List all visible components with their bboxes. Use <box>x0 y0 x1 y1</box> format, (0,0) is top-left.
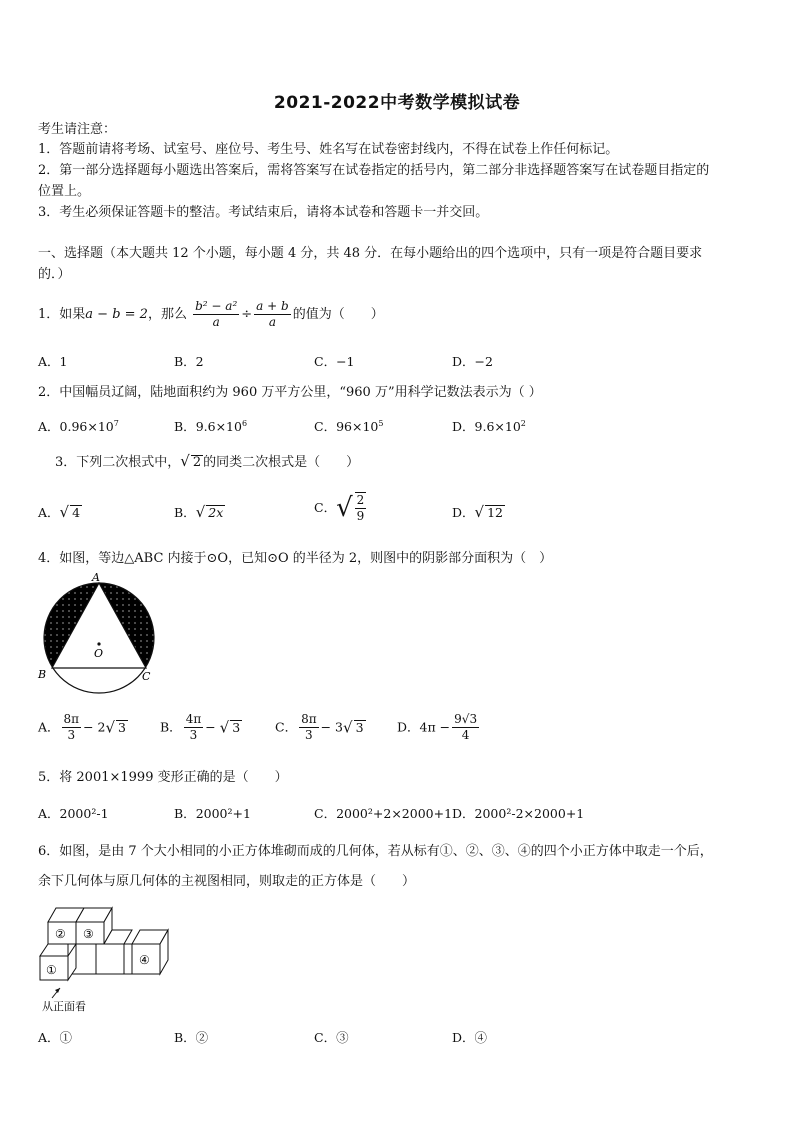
section-heading-cont: 的．） <box>38 267 71 282</box>
q4-d-numerator: 9√3 <box>454 712 478 726</box>
q3-b-radicand: 2x <box>208 505 224 520</box>
q1-option-d: D．−2 <box>452 354 493 369</box>
q3-option-d <box>452 502 505 523</box>
q4-d-fraction <box>452 712 479 743</box>
question-6-cont: 余下几何体与原几何体的主视图相同，则取走的正方体是（ ） <box>38 874 416 889</box>
radical-sign-icon: √ <box>219 718 230 737</box>
center-point <box>97 642 100 645</box>
notice-item-1: 1．答题前请将考场、试室号、座位号、考生号、姓名写在试卷密封线内，不得在试卷上作任何标记。 <box>38 142 619 157</box>
q4-d-denominator: 4 <box>461 728 470 742</box>
radical-sign-icon: √ <box>336 493 353 523</box>
radical-sign-icon: √ <box>195 503 206 521</box>
cube-1-label: ① <box>46 963 57 977</box>
q4-d-lead: 4π − <box>419 719 451 735</box>
q2-c-exponent: 5 <box>378 419 384 428</box>
q5-b-text: 2000²+1 <box>195 806 251 821</box>
notice-heading: 考生请注意： <box>38 122 117 137</box>
q2-d-exponent: 2 <box>520 419 526 428</box>
q4-b-minus: − <box>205 719 220 735</box>
label-b: B <box>38 668 47 681</box>
section-heading: 一、选择题（本大题共 12 个小题，每小题 4 分，共 48 分．在每小题给出的四个选项中，只有一项是符合题目要求 <box>38 246 703 261</box>
q4-b-label: B． <box>160 719 182 735</box>
label-c: C <box>142 670 151 683</box>
q4-c-label: C． <box>275 719 298 735</box>
q2-c-base: 96×10 <box>336 419 379 435</box>
q4-figure <box>36 572 162 700</box>
q6-option-b: B．② <box>174 1030 209 1045</box>
q6-option-d: D．④ <box>452 1030 488 1045</box>
q3-a-label: A． <box>38 505 60 520</box>
label-o: O <box>94 647 104 660</box>
radical-sign-icon: √ <box>474 503 485 521</box>
q4-a-denominator: 3 <box>67 728 76 742</box>
q3-b-label: B． <box>174 505 196 520</box>
label-a: A <box>92 572 100 584</box>
q5-c-label: C． <box>314 806 337 821</box>
q3-c-label: C． <box>314 500 337 515</box>
q4-c-minus: − 3 <box>320 719 344 735</box>
q1-prefix: 1．如果 <box>38 307 86 322</box>
q2-a-exponent: 7 <box>113 419 119 428</box>
q2-b-label: B． <box>174 419 196 435</box>
q1-f2-denominator: a <box>268 315 276 329</box>
q1-f1-numerator: b² − a² <box>195 299 238 313</box>
q2-a-label: A． <box>38 419 60 435</box>
q3-option-c <box>314 492 368 524</box>
question-5: 5．将 2001×1999 变形正确的是（ ） <box>38 770 288 785</box>
q5-b-label: B． <box>174 806 196 821</box>
q3-c-fraction <box>355 492 367 524</box>
radical-sign-icon: √ <box>105 718 116 737</box>
question-6: 6．如图，是由 7 个大小相同的小正方体堆砌而成的几何体，若从标有①、②、③、④的四个小正方体中取走一个后， <box>38 844 713 859</box>
cube-4-label: ④ <box>139 953 150 967</box>
q4-b-numerator: 4π <box>185 712 202 726</box>
q5-a-text: 2000²-1 <box>59 806 109 821</box>
cube-3-label: ③ <box>83 927 94 941</box>
q3-c-numerator: 2 <box>356 493 365 507</box>
q4-a-numerator: 8π <box>63 712 80 726</box>
q2-c-label: C． <box>314 419 337 435</box>
q4-a-radicand: 3 <box>118 720 126 735</box>
q3-d-label: D． <box>452 505 475 520</box>
q5-a-label: A． <box>38 806 60 821</box>
q4-a-minus: − 2 <box>83 719 106 735</box>
question-4: 4．如图，等边△ABC 内接于⊙O，已知⊙O 的半径为 2，则图中的阴影部分面积为（ ） <box>38 551 553 566</box>
q4-option-a <box>38 712 128 743</box>
q4-option-c <box>275 712 366 743</box>
question-2: 2．中国幅员辽阔，陆地面积约为 960 万平方公里，“960 万”用科学记数法表示为（ ） <box>38 385 542 400</box>
q1-mid: ，那么 <box>147 307 187 322</box>
notice-item-2-cont: 位置上。 <box>38 184 91 199</box>
q3-c-denominator: 9 <box>356 509 365 523</box>
q2-b-base: 9.6×10 <box>195 419 242 435</box>
q4-b-radicand: 3 <box>232 720 241 735</box>
q4-option-d <box>397 712 481 743</box>
view-caption: 从正面看 <box>42 1000 86 1013</box>
question-3 <box>55 450 359 474</box>
q1-divide-sign: ÷ <box>241 307 253 322</box>
q6-figure <box>36 902 176 1014</box>
q1-f2-numerator: a + b <box>256 299 289 313</box>
q1-suffix: 的值为（ ） <box>292 307 384 322</box>
q2-option-b <box>174 414 247 437</box>
q1-option-b: B．2 <box>174 354 204 369</box>
q2-option-c <box>314 414 383 437</box>
q2-d-base: 9.6×10 <box>474 419 521 435</box>
q1-option-a: A．1 <box>38 354 68 369</box>
q5-option-b <box>174 804 251 824</box>
notice-item-2: 2．第一部分选择题每小题选出答案后，需将答案写在试卷指定的括号内，第二部分非选择题答案写在试卷题目指定的 <box>38 163 710 178</box>
q3-suffix: 的同类二次根式是（ ） <box>203 455 360 470</box>
q4-d-label: D． <box>397 719 420 735</box>
q3-option-b <box>174 502 225 523</box>
notice-item-3: 3．考生必须保证答题卡的整洁。考试结束后，请将本试卷和答题卡一并交回。 <box>38 205 489 220</box>
q4-option-b <box>160 712 242 743</box>
page-title: 2021-2022中考数学模拟试卷 <box>273 93 521 113</box>
q2-d-label: D． <box>452 419 475 435</box>
q2-option-d <box>452 414 526 437</box>
q1-condition: a − b = 2 <box>85 307 148 322</box>
q4-b-denominator: 3 <box>189 728 198 742</box>
q5-option-a <box>38 804 109 824</box>
q5-option-d <box>452 804 584 824</box>
q5-option-c <box>314 804 452 824</box>
radical-sign-icon: √ <box>59 503 70 521</box>
q4-c-denominator: 3 <box>305 728 313 742</box>
q4-c-numerator: 8π <box>301 712 317 726</box>
q6-option-c: C．③ <box>314 1030 349 1045</box>
q3-radicand: 2 <box>192 455 202 470</box>
radical-sign-icon: √ <box>343 718 353 737</box>
q6-option-a: A．① <box>38 1030 73 1045</box>
q4-a-label: A． <box>38 719 60 735</box>
radical-sign-icon: √ <box>180 452 190 470</box>
q5-d-text: 2000²-2×2000+1 <box>474 806 585 821</box>
q2-a-base: 0.96×10 <box>59 419 114 435</box>
q3-a-radicand: 4 <box>72 505 81 520</box>
q2-b-exponent: 6 <box>241 419 248 428</box>
q1-fraction-2 <box>254 299 291 330</box>
q4-b-fraction <box>184 712 204 743</box>
q4-c-fraction <box>299 712 319 743</box>
q4-a-fraction <box>62 712 82 743</box>
arrow-head-icon <box>55 988 60 993</box>
q5-d-label: D． <box>452 806 475 821</box>
q1-fraction-1 <box>193 299 239 330</box>
q1-option-c: C．−1 <box>314 354 355 369</box>
q1-f1-denominator: a <box>212 315 220 329</box>
q3-option-a <box>38 502 82 523</box>
q3-prefix: 3．下列二次根式中， <box>55 455 181 470</box>
cube-2-label: ② <box>55 927 66 941</box>
q3-d-radicand: 12 <box>487 505 503 520</box>
question-1 <box>38 298 384 332</box>
q2-option-a <box>38 414 119 437</box>
q4-c-radicand: 3 <box>355 720 364 735</box>
q5-c-text: 2000²+2×2000+1 <box>336 806 453 821</box>
